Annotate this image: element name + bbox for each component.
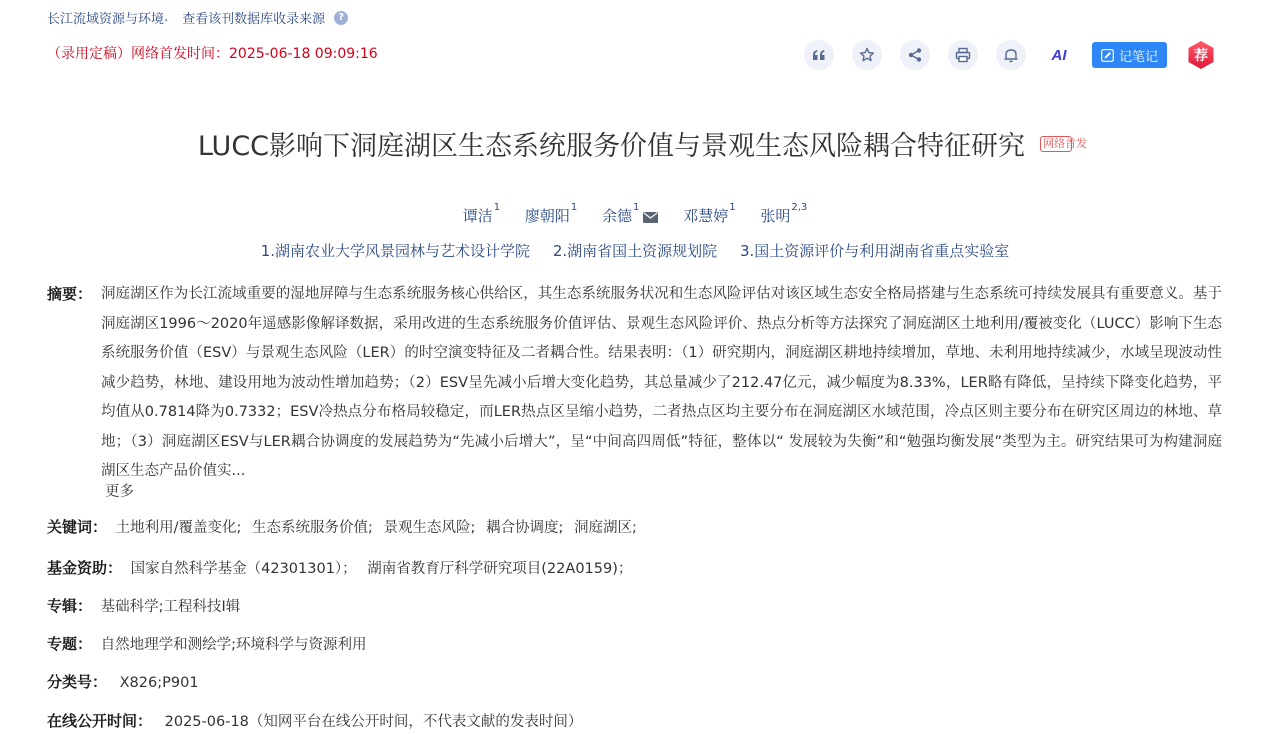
source-link[interactable]: 查看该刊数据库收录来源 [182,12,326,27]
author-affil-sup: 1 [493,202,501,213]
more-link[interactable]: 更多 [105,484,134,500]
series-value: 基础科学;工程科技Ⅰ辑 [100,599,241,615]
classification-label: 分类号： [47,673,108,691]
online-first-badge: 网络首发 [1040,136,1072,152]
series-label: 专辑： [47,597,93,615]
note-button[interactable] [1092,42,1167,68]
online-time-value: 2025-06-18（知网平台在线公开时间，不代表文献的发表时间） [164,714,583,730]
keyword-link[interactable]: 土地利用/覆盖变化; [115,520,242,536]
author-name: 张明 [760,207,791,225]
fund-link[interactable]: 湖南省教育厅科学研究项目(22A0159)； [367,561,633,577]
bell-icon[interactable] [996,40,1026,70]
print-icon[interactable] [948,40,978,70]
author-name: 余德 [602,207,633,225]
author-link[interactable] [524,202,578,226]
keyword-link[interactable]: 耦合协调度; [486,520,564,536]
abstract-label: 摘要： [47,285,93,303]
affiliation-link[interactable]: 1.湖南农业大学风景园林与艺术设计学院 [260,242,531,260]
author-name: 谭洁 [462,207,493,225]
journal-line [47,8,348,27]
article-title: LUCC影响下洞庭湖区生态系统服务价值与景观生态风险耦合特征研究 [197,131,1026,162]
topic-label: 专题： [47,635,93,653]
topic-value: 自然地理学和测绘学;环境科学与资源利用 [100,637,367,653]
title-block [0,124,1270,163]
author-link[interactable] [760,202,808,226]
keywords-label: 关键词： [47,518,108,536]
author-link[interactable] [462,202,501,226]
note-button-label: 记笔记 [1119,49,1159,65]
edit-icon [1101,49,1114,62]
topic-row [47,633,367,654]
ai-button[interactable]: AI [1051,46,1067,64]
classification-row [47,671,199,692]
recommend-button[interactable] [1187,40,1215,70]
keyword-link[interactable]: 景观生态风险; [383,520,476,536]
star-icon[interactable] [852,40,882,70]
author-affil-sup: 1 [633,202,640,213]
publish-time: （录用定稿）网络首发时间：2025-06-18 09:09:16 [47,46,378,62]
journal-link[interactable]: 长江流域资源与环境 [47,12,165,27]
author-list [0,202,1270,226]
author-name: 廖朝阳 [524,207,570,225]
author-affil-sup: 1 [729,202,736,213]
journal-separator: . [164,10,169,25]
classification-value: X826;P901 [119,675,199,691]
abstract-block [47,280,1222,487]
mail-icon[interactable] [643,209,658,227]
quote-icon[interactable] [804,40,834,70]
affiliation-link[interactable]: 2.湖南省国土资源规划院 [552,242,718,260]
author-link[interactable] [683,202,736,226]
affiliation-list [0,240,1270,261]
affiliation-link[interactable]: 3.国土资源评价与利用湖南省重点实验室 [739,242,1010,260]
keyword-link[interactable]: 生态系统服务价值; [252,520,373,536]
fund-row [47,557,632,578]
toolbar [804,40,1215,70]
online-time-row [47,710,582,731]
fund-label: 基金资助： [47,559,123,577]
share-icon[interactable] [900,40,930,70]
author-affil-sup: 1 [570,202,578,213]
keywords-row [47,516,637,537]
fund-link[interactable]: 国家自然科学基金（42301301）； [130,561,357,577]
abstract-text: 洞庭湖区作为长江流域重要的湿地屏障与生态系统服务核心供给区，其生态系统服务状况和生态风险评估对该区域生态安全格局搭建与生态系统可持续发展具有重要意义。基于洞庭湖区1996～2020年遥感影像解译数据，采用改进的生态系统服务价值评估、景观生态风险评价、热点分析等方法探究了洞庭湖区土地利用/覆被变化（LUCC）影响下生态系统服务价值（ESV）与景观生态风险（LER）的时空演变特征及二者耦合性。结果表明：（1）研究期内，洞庭湖区耕地持续增加，草地、未利用地持续减少，水域呈现波动性减少趋势，林地、建设用地为波动性增加趋势；（2）ESV呈先减小后增大变化趋势，其总量减少了212.47亿元，减少幅度为8.33%，LER略有降低，呈持续下降变化趋势，平均值从0.7814降为0.7332；ESV冷热点分布格局较稳定，而LER热点区呈缩小趋势，二者热点区均主要分布在洞庭湖区水域范围，冷点区则主要分布在研究区周边的林地、草地；（3）洞庭湖区ESV与LER耦合协调度的发展趋势为“先减小后增大”，呈“中间高四周低”特征，整体以“ 发展较为失衡”和“勉强均衡发展”类型为主。研究结果可为构建洞庭湖区生态产品价值实... [101,286,1222,479]
help-icon[interactable]: ? [334,11,348,25]
author-affil-sup: 2,3 [791,202,808,213]
keyword-link[interactable]: 洞庭湖区; [574,520,637,536]
recommend-label: 荐 [1194,48,1209,64]
author-name: 邓慧婷 [683,207,729,225]
series-row [47,595,240,616]
author-link[interactable] [602,202,658,226]
online-time-label: 在线公开时间： [47,712,153,730]
